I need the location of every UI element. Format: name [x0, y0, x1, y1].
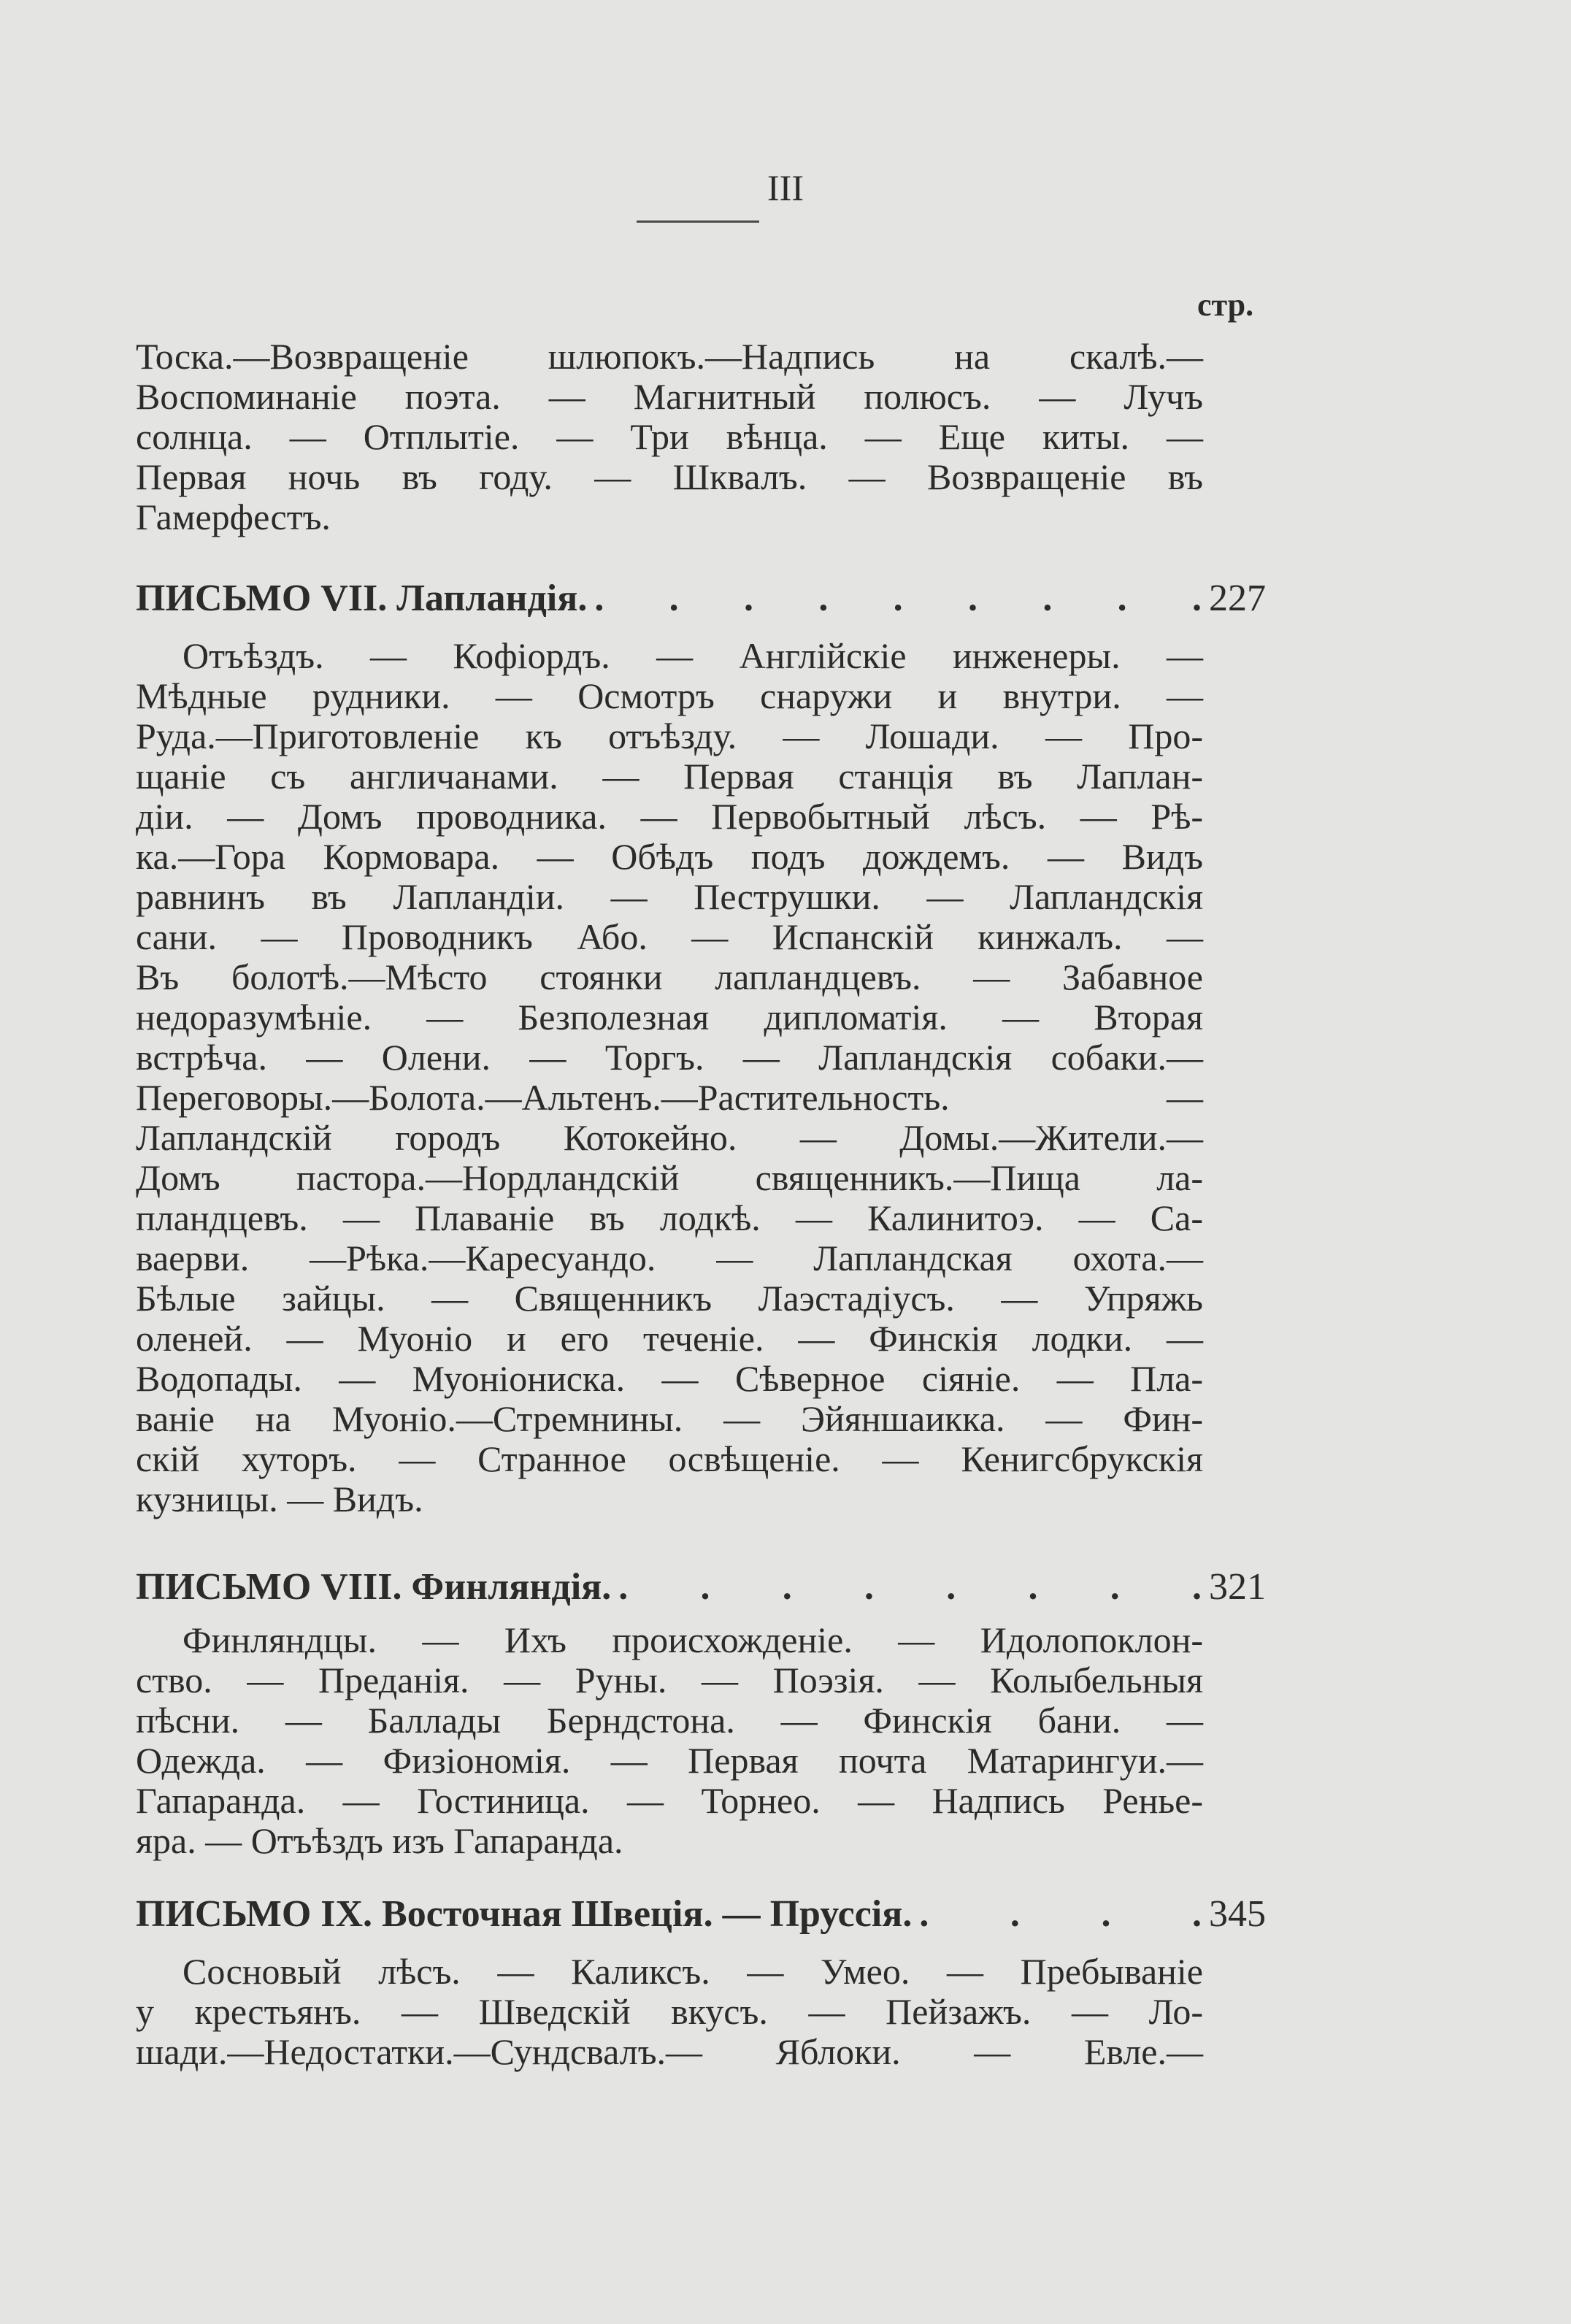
contents-line: щаніе съ англичанами. — Первая станція въ Лаплан-	[136, 756, 1203, 797]
chapter-title: ПИСЬМО VII. Лапландія.	[136, 578, 588, 619]
chapter-heading	[136, 577, 1266, 621]
page-column-label: стр.	[1197, 287, 1254, 323]
contents-line: Тоска.—Возвращеніе шлюпокъ.—Надпись на скалѣ.—	[136, 336, 1203, 377]
contents-line: ство. — Преданія. — Руны. — Поэзія. — Колыбельныя	[136, 1660, 1203, 1700]
header-rule	[637, 220, 759, 223]
dot-leader: . . . . . . . .	[618, 1566, 1202, 1608]
contents-line: ваерви. —Рѣка.—Каресуандо. — Лапландская охота.—	[136, 1238, 1203, 1278]
contents-line: Одежда. — Физіономія. — Первая почта Матарингуи.—	[136, 1740, 1203, 1781]
contents-line: Гамерфестъ.	[136, 496, 331, 537]
contents-line: пѣсни. — Баллады Берндстона. — Финскія бани. —	[136, 1700, 1203, 1741]
contents-line: Лапландскій городъ Котокейно. — Домы.—Жители.—	[136, 1117, 1203, 1158]
contents-line: Воспоминаніе поэта. — Магнитный полюсъ. — Лучъ	[136, 376, 1203, 417]
contents-line: кузницы. — Видъ.	[136, 1479, 423, 1519]
contents-line: Первая ночь въ году. — Шквалъ. — Возвращеніе въ	[136, 456, 1203, 497]
contents-line: Руда.—Приготовленіе къ отъѣзду. — Лошади. — Про-	[136, 716, 1203, 756]
contents-line: скій хуторъ. — Странное освѣщеніе. — Кенигсбрукскія	[136, 1438, 1203, 1479]
contents-line: Бѣлые зайцы. — Священникъ Лаэстадіусъ. — Упряжь	[136, 1278, 1203, 1319]
dot-leader: . . . . . . . . .	[594, 578, 1202, 619]
contents-line: солнца. — Отплытіе. — Три вѣнца. — Еще киты. —	[136, 416, 1203, 457]
contents-line: ваніе на Муоніо.—Стремнины. — Эйяншаикка. — Фин-	[136, 1398, 1203, 1439]
contents-line: Сосновый лѣсъ. — Каликсъ. — Умео. — Пребываніе	[183, 1951, 1203, 1992]
chapter-page-number: 227	[1209, 578, 1266, 619]
contents-line: діи. — Домъ проводника. — Первобытный лѣсъ. — Рѣ-	[136, 796, 1203, 837]
contents-line: шади.—Недостатки.—Сундсвалъ.— Яблоки. — Евле.—	[136, 2031, 1203, 2072]
contents-line: пландцевъ. — Плаваніе въ лодкѣ. — Калинитоэ. — Са-	[136, 1197, 1203, 1238]
chapter-heading	[136, 1565, 1266, 1609]
chapter-page-number: 345	[1209, 1893, 1266, 1935]
dot-leader: . . . .	[919, 1893, 1202, 1935]
contents-line: Гапаранда. — Гостиница. — Торнео. — Надпись Ренье-	[136, 1780, 1203, 1821]
chapter-title: ПИСЬМО VIII. Финляндія.	[136, 1566, 612, 1608]
chapter-page-number: 321	[1209, 1566, 1266, 1608]
contents-line: Въ болотѣ.—Мѣсто стоянки лапландцевъ. — Забавное	[136, 956, 1203, 997]
contents-line: Мѣдные рудники. — Осмотръ снаружи и внутри. —	[136, 675, 1203, 716]
contents-line: у крестьянъ. — Шведскій вкусъ. — Пейзажъ. — Ло-	[136, 1991, 1203, 2032]
contents-line: встрѣча. — Олени. — Торгъ. — Лапландскія собаки.—	[136, 1037, 1203, 1078]
contents-line: Финляндцы. — Ихъ происхожденіе. — Идолопоклон-	[183, 1619, 1203, 1660]
contents-line: сани. — Проводникъ Або. — Испанскій кинжалъ. —	[136, 916, 1203, 957]
chapter-heading	[136, 1892, 1266, 1936]
page-number: III	[767, 167, 804, 208]
contents-line: равнинъ въ Лапландіи. — Пеструшки. — Лапландскія	[136, 876, 1203, 917]
chapter-title: ПИСЬМО IX. Восточная Швеція. — Пруссія.	[136, 1893, 913, 1935]
contents-line: Водопады. — Муоніониска. — Сѣверное сіяніе. — Пла-	[136, 1358, 1203, 1399]
contents-line: недоразумѣніе. — Безполезная дипломатія. — Вторая	[136, 997, 1203, 1038]
contents-line: ка.—Гора Кормовара. — Обѣдъ подъ дождемъ. — Видъ	[136, 836, 1203, 877]
contents-line: Переговоры.—Болота.—Альтенъ.—Растительность. —	[136, 1077, 1203, 1118]
contents-line: оленей. — Муоніо и его теченіе. — Финскія лодки. —	[136, 1318, 1203, 1359]
contents-line: яра. — Отъѣздъ изъ Гапаранда.	[136, 1820, 623, 1861]
contents-line: Отъѣздъ. — Кофіордъ. — Англійскіе инженеры. —	[183, 635, 1203, 676]
contents-line: Домъ пастора.—Нордландскій священникъ.—Пища ла-	[136, 1157, 1203, 1198]
